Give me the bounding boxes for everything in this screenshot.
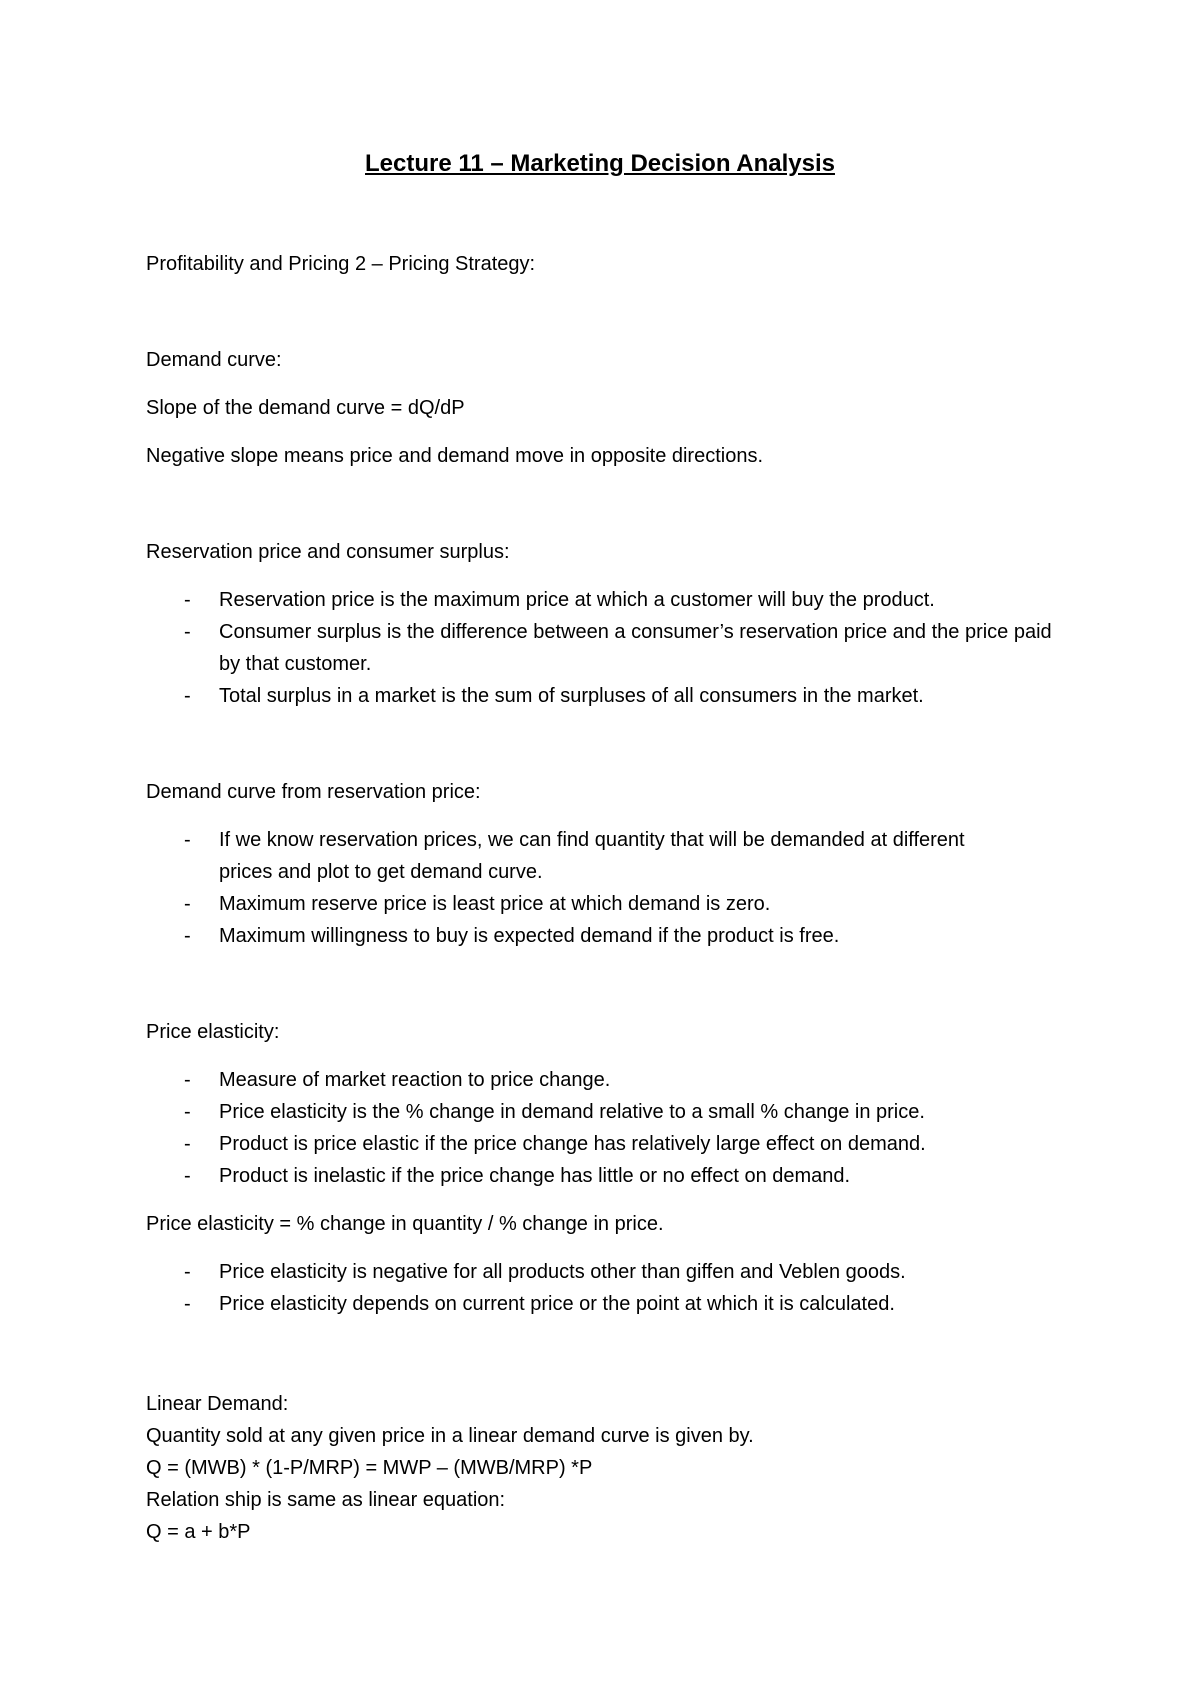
demand-curve-negative: Negative slope means price and demand move in opposite directions. xyxy=(146,445,764,467)
bullet-marker: - xyxy=(184,1133,191,1155)
list-item: Price elasticity is the % change in demand relative to a small % change in price. xyxy=(219,1101,925,1123)
bullet-marker: - xyxy=(184,685,191,707)
linear-relation: Relation ship is same as linear equation: xyxy=(146,1489,506,1511)
list-item: Total surplus in a market is the sum of surpluses of all consumers in the market. xyxy=(219,685,924,707)
list-item: Measure of market reaction to price change. xyxy=(219,1069,611,1091)
elasticity-heading: Price elasticity: xyxy=(146,1021,280,1043)
page-title: Lecture 11 – Marketing Decision Analysis xyxy=(365,150,835,177)
list-item: If we know reservation prices, we can find quantity that will be demanded at different prices and plot to get demand curve. xyxy=(219,829,965,883)
linear-heading: Linear Demand: xyxy=(146,1393,289,1415)
elasticity-formula: Price elasticity = % change in quantity / % change in price. xyxy=(146,1213,664,1235)
linear-equation: Q = (MWB) * (1-P/MRP) = MWP – (MWB/MRP) *P xyxy=(146,1457,593,1479)
bullet-marker: - xyxy=(184,925,191,947)
list-item: Price elasticity depends on current price or the point at which it is calculated. xyxy=(219,1293,895,1315)
list-item: Product is price elastic if the price change has relatively large effect on demand. xyxy=(219,1133,926,1155)
bullet-marker: - xyxy=(184,1069,191,1091)
bullet-marker: - xyxy=(184,829,191,851)
demand-curve-slope: Slope of the demand curve = dQ/dP xyxy=(146,397,465,419)
bullet-marker: - xyxy=(184,621,191,643)
bullet-marker: - xyxy=(184,589,191,611)
bullet-marker: - xyxy=(184,893,191,915)
list-item: Reservation price is the maximum price at which a customer will buy the product. xyxy=(219,589,935,611)
list-item: Price elasticity is negative for all products other than giffen and Veblen goods. xyxy=(219,1261,906,1283)
subtitle: Profitability and Pricing 2 – Pricing Strategy: xyxy=(146,253,536,275)
bullet-marker: - xyxy=(184,1261,191,1283)
list-item: Consumer surplus is the difference between a consumer’s reservation price and the price paid by that customer. xyxy=(219,621,1052,675)
bullet-marker: - xyxy=(184,1293,191,1315)
bullet-marker: - xyxy=(184,1165,191,1187)
demand-curve-heading: Demand curve: xyxy=(146,349,282,371)
list-item: Maximum willingness to buy is expected demand if the product is free. xyxy=(219,925,840,947)
linear-description: Quantity sold at any given price in a linear demand curve is given by. xyxy=(146,1425,754,1447)
demand-from-reservation-heading: Demand curve from reservation price: xyxy=(146,781,481,803)
linear-formula: Q = a + b*P xyxy=(146,1521,251,1543)
reservation-heading: Reservation price and consumer surplus: xyxy=(146,541,510,563)
list-item: Product is inelastic if the price change has little or no effect on demand. xyxy=(219,1165,851,1187)
bullet-marker: - xyxy=(184,1101,191,1123)
list-item: Maximum reserve price is least price at which demand is zero. xyxy=(219,893,771,915)
